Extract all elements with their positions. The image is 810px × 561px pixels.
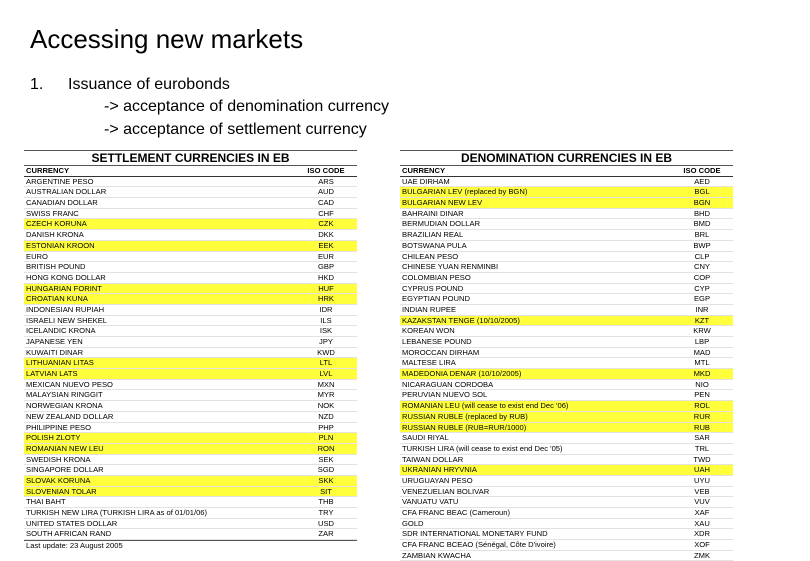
table-row <box>24 209 357 220</box>
iso-code: BHD <box>693 208 711 218</box>
table-row <box>400 455 733 466</box>
iso-code: PHP <box>318 422 334 432</box>
table-row <box>24 284 357 295</box>
currency-name: PHILIPPINE PESO <box>26 422 91 432</box>
table-row <box>400 284 733 295</box>
currency-name: KUWAITI DINAR <box>26 347 84 357</box>
denomination-column-header <box>400 166 733 177</box>
settlement-rows <box>24 177 357 540</box>
denomination-rows <box>400 177 733 561</box>
table-row <box>400 497 733 508</box>
currency-name: BRAZILIAN REAL <box>402 230 464 240</box>
currency-name: NEW ZEALAND DOLLAR <box>26 411 114 421</box>
iso-code: VUV <box>694 497 710 507</box>
column-iso-code: ISO CODE <box>307 166 345 175</box>
table-row <box>400 219 733 230</box>
list-item-text: Issuance of eurobonds <box>68 76 230 93</box>
iso-code: EGP <box>693 294 711 304</box>
iso-code: BGN <box>693 198 711 208</box>
iso-code: JPY <box>319 337 333 346</box>
iso-code: SKK <box>318 475 334 485</box>
table-row <box>400 209 733 220</box>
iso-code: LTL <box>319 358 333 368</box>
currency-name: NICARAGUAN CORDOBA <box>402 379 494 389</box>
table-row <box>400 252 733 263</box>
currency-name: DANISH KRONA <box>26 230 84 240</box>
table-row <box>24 380 357 391</box>
currency-name: EGYPTIAN POUND <box>402 294 470 304</box>
iso-code: RUB <box>693 422 711 432</box>
table-row <box>400 401 733 412</box>
table-row <box>400 369 733 380</box>
currency-name: INDONESIAN RUPIAH <box>26 304 105 314</box>
table-row <box>400 326 733 337</box>
table-row <box>24 316 357 327</box>
table-row <box>400 508 733 519</box>
table-row <box>400 540 733 551</box>
iso-code: XAF <box>694 508 710 517</box>
currency-name: ICELANDIC KRONA <box>26 326 96 336</box>
currency-name: GOLD <box>402 518 424 528</box>
table-row <box>24 198 357 209</box>
currency-name: KAZAKSTAN TENGE (10/10/2005) <box>402 315 520 325</box>
currency-name: MEXICAN NUEVO PESO <box>26 379 113 389</box>
column-currency: CURRENCY <box>402 166 446 175</box>
currency-name: ESTONIAN KROON <box>26 240 95 250</box>
table-row <box>400 390 733 401</box>
iso-code: EEK <box>318 240 334 250</box>
table-row <box>400 529 733 540</box>
table-row <box>24 529 357 540</box>
currency-name: THAI BAHT <box>26 497 66 507</box>
iso-code: MXN <box>317 379 335 389</box>
iso-code: KWD <box>317 347 335 357</box>
currency-name: SLOVENIAN TOLAR <box>26 486 97 496</box>
currency-name: MALAYSIAN RINGGIT <box>26 390 103 400</box>
table-row <box>400 465 733 476</box>
iso-code: BRL <box>694 230 710 240</box>
currency-name: ARGENTINE PESO <box>26 176 94 186</box>
currency-name: ZAMBIAN KWACHA <box>402 550 471 560</box>
currency-name: COLOMBIAN PESO <box>402 272 471 282</box>
currency-name: SINGAPORE DOLLAR <box>26 465 104 475</box>
iso-code: PLN <box>318 433 334 443</box>
table-row <box>400 273 733 284</box>
table-row <box>400 241 733 252</box>
settlement-table-title: SETTLEMENT CURRENCIES IN EB <box>24 151 357 166</box>
currency-name: AUSTRALIAN DOLLAR <box>26 187 107 197</box>
iso-code: TRY <box>318 508 334 517</box>
currency-name: MADEDONIA DENAR (10/10/2005) <box>402 369 522 379</box>
table-row <box>400 294 733 305</box>
table-row <box>24 423 357 434</box>
table-row <box>400 412 733 423</box>
iso-code: IDR <box>319 304 333 314</box>
denomination-table-title: DENOMINATION CURRENCIES IN EB <box>400 151 733 166</box>
iso-code: MYR <box>317 390 335 400</box>
currency-name: BOTSWANA PULA <box>402 240 467 250</box>
currency-name: MALTESE LIRA <box>402 358 456 368</box>
currency-name: CHINESE YUAN RENMINBI <box>402 262 499 272</box>
currency-name: NORWEGIAN KRONA <box>26 401 103 411</box>
iso-code: PEN <box>694 390 710 400</box>
currency-name: CFA FRANC BEAC (Cameroun) <box>402 508 511 517</box>
currency-name: SWISS FRANC <box>26 208 79 218</box>
currency-name: BRITISH POUND <box>26 262 86 272</box>
currency-name: KOREAN WON <box>402 326 455 336</box>
iso-code: KRW <box>693 326 711 336</box>
iso-code: COP <box>693 272 711 282</box>
table-row <box>400 187 733 198</box>
currency-name: VENEZUELIAN BOLIVAR <box>402 486 490 496</box>
iso-code: VEB <box>694 486 710 496</box>
table-row <box>24 358 357 369</box>
table-row <box>400 348 733 359</box>
iso-code: CYP <box>694 283 710 293</box>
currency-name: TURKISH LIRA (will cease to exist end Dec '05) <box>402 443 563 453</box>
iso-code: NOK <box>317 401 335 411</box>
table-row <box>24 326 357 337</box>
currency-name: BULGARIAN LEV (replaced by BGN) <box>402 187 528 197</box>
sub-item-denomination: -> acceptance of denomination currency <box>104 98 390 115</box>
iso-code: ROL <box>694 401 710 411</box>
iso-code: NZD <box>318 411 334 421</box>
table-row <box>24 401 357 412</box>
iso-code: ARS <box>318 176 334 186</box>
currency-name: HONG KONG DOLLAR <box>26 272 106 282</box>
iso-code: ILS <box>320 315 332 325</box>
currency-name: UAE DIRHAM <box>402 176 450 186</box>
sub-item-settlement: -> acceptance of settlement currency <box>104 121 367 138</box>
currency-name: RUSSIAN RUBLE (replaced by RUB) <box>402 411 528 421</box>
iso-code: HUF <box>318 283 334 293</box>
iso-code: INR <box>695 304 709 314</box>
table-row <box>24 348 357 359</box>
table-row <box>24 230 357 241</box>
iso-code: CNY <box>693 262 711 272</box>
currency-name: SDR INTERNATIONAL MONETARY FUND <box>402 529 548 539</box>
table-row <box>400 198 733 209</box>
iso-code: SEK <box>318 454 334 464</box>
iso-code: ISK <box>319 326 333 336</box>
table-row <box>24 390 357 401</box>
iso-code: BWP <box>693 240 711 250</box>
iso-code: CHF <box>318 208 334 218</box>
table-row <box>24 273 357 284</box>
iso-code: ZMK <box>693 550 711 560</box>
iso-code: HRK <box>317 294 335 304</box>
table-row <box>24 487 357 498</box>
iso-code: CZK <box>318 219 334 229</box>
table-row <box>400 305 733 316</box>
iso-code: TWD <box>693 454 711 464</box>
iso-code: NIO <box>695 379 709 389</box>
currency-name: SWEDISH KRONA <box>26 454 91 464</box>
currency-name: ROMANIAN NEW LEU <box>26 443 104 453</box>
table-row <box>24 219 357 230</box>
table-row <box>400 551 733 561</box>
currency-name: LITHUANIAN LITAS <box>26 358 94 368</box>
settlement-currencies-table <box>24 150 357 551</box>
table-row <box>400 262 733 273</box>
table-row <box>400 358 733 369</box>
currency-name: TURKISH NEW LIRA (TURKISH LIRA as of 01/01/06) <box>26 508 208 517</box>
iso-code: BGL <box>694 187 710 197</box>
list-number: 1. <box>30 76 44 93</box>
currency-name: URUGUAYAN PESO <box>402 475 473 485</box>
iso-code: AED <box>694 176 710 186</box>
iso-code: SAR <box>694 433 710 443</box>
table-row <box>24 455 357 466</box>
table-row <box>400 476 733 487</box>
table-row <box>24 444 357 455</box>
currency-name: BULGARIAN NEW LEV <box>402 198 483 208</box>
iso-code: XDR <box>693 529 711 539</box>
iso-code: LVL <box>319 369 333 379</box>
table-row <box>400 444 733 455</box>
currency-name: PERUVIAN NUEVO SOL <box>402 390 488 400</box>
currency-name: MOROCCAN DIRHAM <box>402 347 480 357</box>
iso-code: DKK <box>318 230 334 240</box>
currency-name: CYPRUS POUND <box>402 283 464 293</box>
currency-name: VANUATU VATU <box>402 497 459 507</box>
iso-code: RUR <box>693 411 711 421</box>
table-row <box>400 487 733 498</box>
table-row <box>24 369 357 380</box>
iso-code: USD <box>317 518 335 528</box>
table-row <box>24 476 357 487</box>
table-row <box>24 433 357 444</box>
currency-name: LATVIAN LATS <box>26 369 78 379</box>
table-row <box>24 519 357 530</box>
table-row <box>24 262 357 273</box>
table-row <box>24 337 357 348</box>
currency-name: SAUDI RIYAL <box>402 433 449 443</box>
currency-name: INDIAN RUPEE <box>402 304 457 314</box>
currency-name: EURO <box>26 251 48 261</box>
currency-name: CROATIAN KUNA <box>26 294 88 304</box>
currency-name: LEBANESE POUND <box>402 337 472 346</box>
table-row <box>400 519 733 530</box>
table-row <box>400 316 733 327</box>
currency-name: CHILEAN PESO <box>402 251 459 261</box>
table-row <box>24 252 357 263</box>
currency-name: CFA FRANC BCEAO (Sénégal, Côte D'ivoire) <box>402 540 556 550</box>
table-row <box>24 497 357 508</box>
currency-name: UNITED STATES DOLLAR <box>26 518 118 528</box>
currency-name: HUNGARIAN FORINT <box>26 283 102 293</box>
table-row <box>400 337 733 348</box>
column-iso-code: ISO CODE <box>683 166 721 175</box>
table-row <box>24 305 357 316</box>
currency-name: SLOVAK KORUNA <box>26 475 91 485</box>
iso-code: CLP <box>694 251 710 261</box>
table-row <box>400 433 733 444</box>
table-row <box>400 177 733 188</box>
iso-code: ZAR <box>318 529 334 539</box>
iso-code: THB <box>318 497 334 507</box>
iso-code: UYU <box>693 475 711 485</box>
iso-code: SGD <box>317 465 335 475</box>
currency-name: BAHRAINI DINAR <box>402 208 464 218</box>
denomination-currencies-table <box>400 150 733 561</box>
table-row <box>24 508 357 519</box>
iso-code: CAD <box>317 198 335 208</box>
currency-name: CZECH KORUNA <box>26 219 87 229</box>
currency-name: ROMANIAN LEU (will cease to exist end Dec '06) <box>402 401 569 411</box>
table-row <box>400 230 733 241</box>
table-row <box>24 241 357 252</box>
slide-title: Accessing new markets <box>30 24 304 54</box>
table-row <box>24 294 357 305</box>
currency-name: UKRANIAN HRYVNIA <box>402 465 477 475</box>
table-row <box>400 423 733 434</box>
iso-code: BMD <box>693 219 711 229</box>
column-currency: CURRENCY <box>26 166 70 175</box>
currency-name: SOUTH AFRICAN RAND <box>26 529 112 539</box>
iso-code: AUD <box>317 187 335 197</box>
currency-name: CANADIAN DOLLAR <box>26 198 98 208</box>
settlement-footer: Last update: 23 August 2005 <box>24 540 357 551</box>
currency-name: POLISH ZLOTY <box>26 433 81 443</box>
currency-name: TAIWAN DOLLAR <box>402 454 464 464</box>
currency-name: RUSSIAN RUBLE (RUB=RUR/1000) <box>402 422 527 432</box>
iso-code: MKD <box>693 369 711 379</box>
currency-name: BERMUDIAN DOLLAR <box>402 219 481 229</box>
iso-code: RON <box>317 443 335 453</box>
currency-name: JAPANESE YEN <box>26 337 83 346</box>
iso-code: EUR <box>317 251 335 261</box>
settlement-column-header <box>24 166 357 177</box>
iso-code: XAU <box>694 518 710 528</box>
table-row <box>400 380 733 391</box>
iso-code: LBP <box>694 337 710 346</box>
iso-code: HKD <box>317 272 335 282</box>
currency-name: ISRAELI NEW SHEKEL <box>26 315 108 325</box>
iso-code: GBP <box>317 262 335 272</box>
iso-code: KZT <box>694 315 710 325</box>
table-row <box>24 465 357 476</box>
iso-code: MAD <box>693 347 711 357</box>
table-row <box>24 187 357 198</box>
table-row <box>24 412 357 423</box>
iso-code: SIT <box>320 486 332 496</box>
iso-code: UAH <box>693 465 711 475</box>
iso-code: TRL <box>694 443 710 453</box>
table-row <box>24 177 357 188</box>
iso-code: MTL <box>694 358 710 368</box>
iso-code: XOF <box>694 540 710 550</box>
